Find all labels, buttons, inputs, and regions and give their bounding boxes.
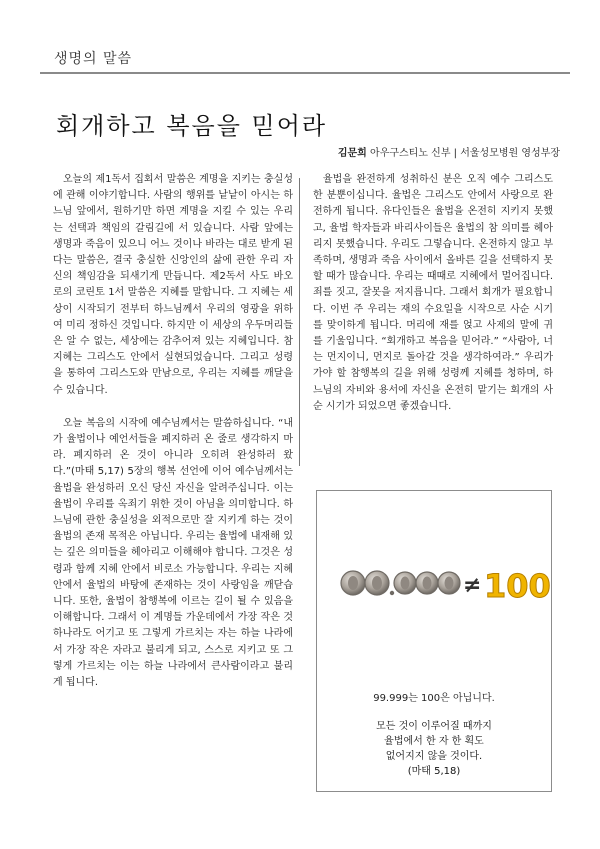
math-illustration xyxy=(339,549,551,609)
article-title: 회개하고 복음을 믿어라 xyxy=(56,112,328,141)
verse-line-1: 모든 것이 이루어질 때까지 xyxy=(376,721,492,732)
coin-digits-99999 xyxy=(341,571,460,595)
body-paragraph-3: 율법을 완전하게 성취하신 분은 오직 예수 그리스도 한 분뿐이십니다. 율법은 그리스도 안에서 사랑으로 완전하게 됩니다. 유다인들은 율법을 온전히 지키지 못했고, 율법 학자들과 바리사이들은 율법의 참 의미를 헤아리지 못했습니다. 우리도 그렇습니다. 온전하지 않고 부족하며, 생명과 죽음 사이에서 올바른 길을 선택하지 못할 때가 많습니다. 우리는 때때로 지혜에서 멀어집니다. 죄를 짓고, 잘못을 저지릅니다. 그래서 회개가 필요합니다. 이번 주 우리는 재의 수요일을 시작으로 사순 시기를 맞이하게 됩니다. 머리에 재를 얹고 사제의 말에 귀를 기울입니다. “회개하고 복음을 믿어라.” “사람아, 너는 먼지이니, 먼지로 돌아갈 것을 생각하여라.” 우리가 가야 할 참행복의 길을 위해 성령께 지혜를 청하며, 하느님의 자비와 용서에 자신을 온전히 맡기는 회개의 사순 시기가 되었으면 좋겠습니다. xyxy=(313,174,553,412)
column-divider xyxy=(299,178,300,466)
section-header: 생명의 말씀 xyxy=(54,51,133,67)
left-column xyxy=(53,172,293,691)
illustration-box xyxy=(316,490,552,792)
author-info: 아우구스티노 신부 | 서울성모병원 영성부장 xyxy=(370,148,560,159)
verse-line-2: 율법에서 한 자 한 획도 xyxy=(384,736,484,747)
author-name: 김문희 xyxy=(337,148,367,159)
right-column xyxy=(313,172,553,415)
header-rule xyxy=(40,72,570,74)
verse-reference: (마태 5,18) xyxy=(407,766,461,777)
verse-line-3: 없어지지 않을 것이다. xyxy=(385,751,483,762)
author-line xyxy=(338,144,560,159)
body-paragraph-2: 오늘 복음의 시작에 예수님께서는 말씀하십니다. “내가 율법이나 예언서들을 폐지하러 온 줄로 생각하지 마라. 폐지하러 온 것이 아니라 오히려 완성하러 왔다.”(마태 5,17) 5장의 행복 선언에 이어 예수님께서는 율법을 완성하러 오신 당신 자신을 알려주십니다. 이는 율법이 우리를 옥죄기 위한 것이 아님을 의미합니다. 하느님에 관한 충실성을 외적으로만 잘 지키게 하는 것이 율법의 존재 목적은 아닙니다. 우리는 율법에 내재해 있는 깊은 의미들을 헤아리고 이해해야 합니다. 그것은 성령과 함께 지혜 안에서 비로소 가능합니다. 우리는 지혜 안에서 율법의 바탕에 존재하는 것이 사랑임을 깨닫습니다. 또한, 율법이 참행복에 이르는 길이 될 수 있음을 이해합니다. 그래서 이 계명들 가운데에서 가장 작은 것 하나라도 어기고 또 그렇게 가르치는 자는 하늘 나라에서 가장 작은 자라고 불리게 되고, 스스로 지키고 또 그렇게 가르치는 이는 하늘 나라에서 큰사람이라고 불리게 됩니다. xyxy=(53,417,293,689)
scripture-verse xyxy=(317,719,551,779)
not-equal-sign: ≠ xyxy=(463,573,482,598)
hundred-number: 100 xyxy=(484,567,551,605)
illustration-caption: 99.999는 100은 아닙니다. xyxy=(373,693,495,704)
body-paragraph-1: 오늘의 제1독서 집회서 말씀은 계명을 지키는 충실성에 관해 이야기합니다. 사람의 행위를 낱낱이 아시는 하느님 앞에서, 원하기만 하면 계명을 지킬 수 있는 우리는 선택과 책임의 갈림길에 서 있습니다. 사람 앞에는 생명과 죽음이 있으니 어느 것이나 바라는 대로 받게 된다는 말씀은, 결국 충실한 신앙인의 삶에 관한 우리 자신의 책임감을 되새기게 만듭니다. 제2독서 사도 바오로의 코린토 1서 말씀은 지혜를 말합니다. 그 지혜는 세상이 시작되기 전부터 하느님께서 우리의 영광을 위하여 미리 정하신 것입니다. 하지만 이 세상의 우두머리들은 알 수 없는, 세상에는 감추어져 있는 지혜입니다. 참 지혜는 그리스도 안에서 실현되었습니다. 그리고 성령을 통하여 그리스도와 만남으로, 우리는 지혜를 깨달을 수 있습니다. xyxy=(53,174,293,396)
